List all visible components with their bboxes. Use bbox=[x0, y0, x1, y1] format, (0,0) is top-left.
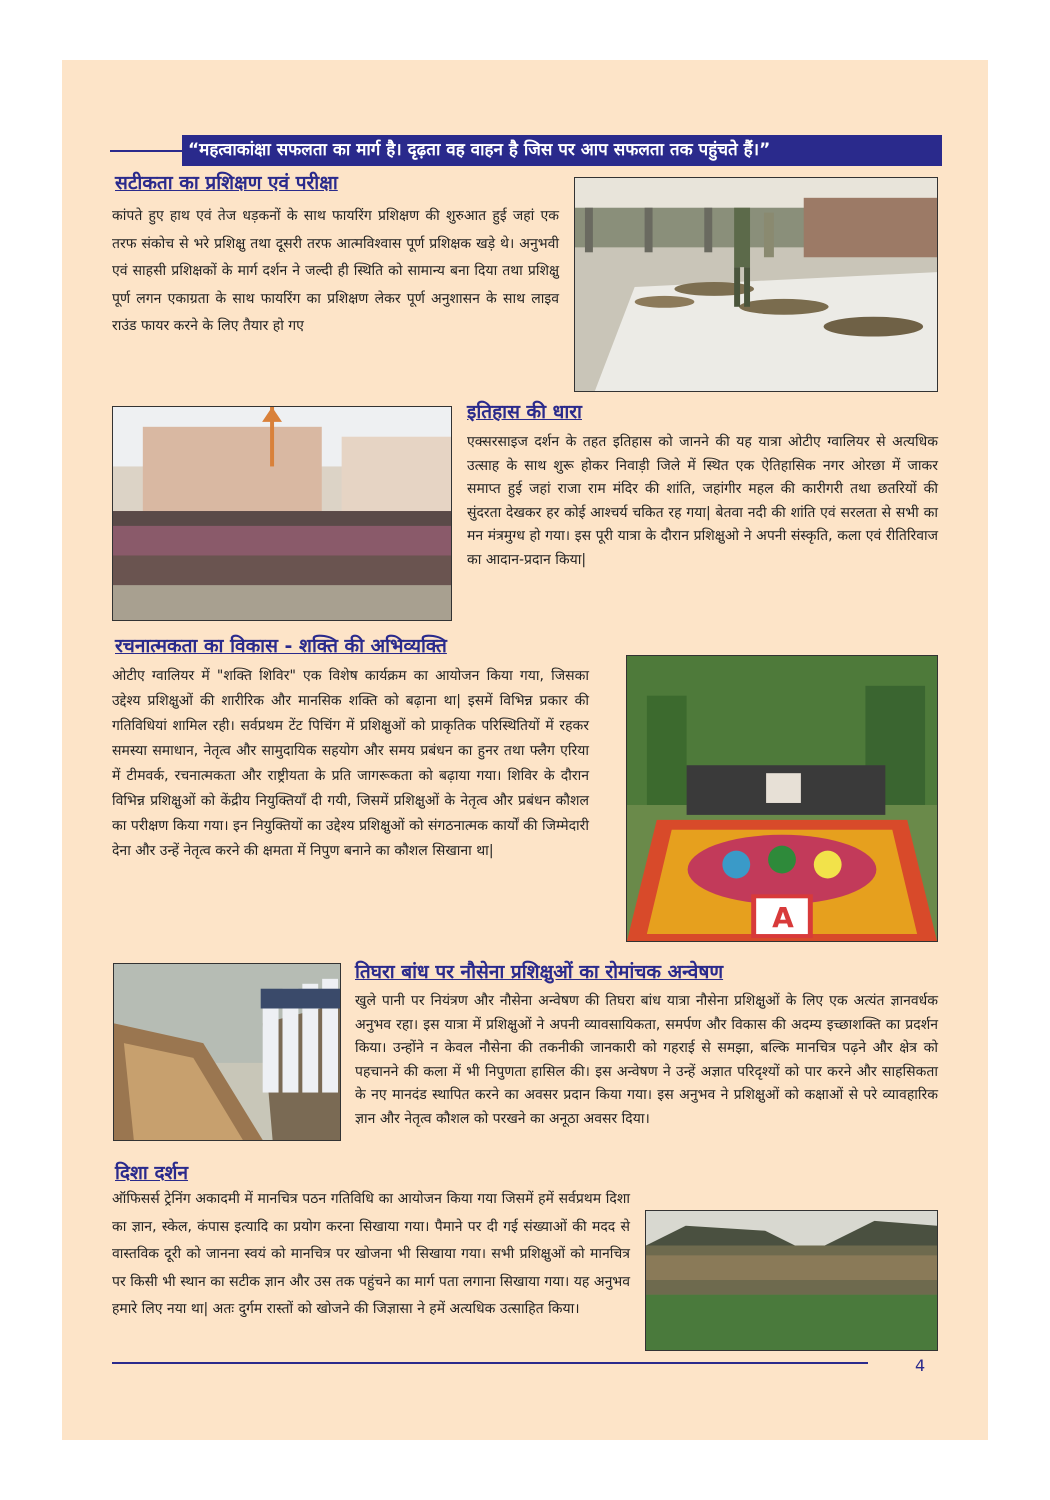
section-body-firing: कांपते हुए हाथ एवं तेज धड़कनों के साथ फायरिंग प्रशिक्षण की शुरुआत हुई जहां एक तरफ संकोच से भरे प्रशिक्षु तथा दूसरी तरफ आत्मविश्वास पूर्ण प्रशिक्षक खड़े थे। अनुभवी एवं साहसी प्रशिक्षकों के मार्ग दर्शन ने जल्दी ही स्थिति को सामान्य बना दिया तथा प्रशिक्षु पूर्ण लगन एकाग्रता के साथ फायरिंग का प्रशिक्षण लेकर पूर्ण अनुशासन के साथ लाइव राउंड फायर करने के लिए तैयार हो गए bbox=[112, 208, 559, 334]
section-title-tighra: तिघरा बांध पर नौसेना प्रशिक्षुओं का रोमांचक अन्वेषण bbox=[355, 961, 724, 983]
map-reading-photo bbox=[645, 1210, 938, 1351]
section-title-creativity: रचनात्मकता का विकास - शक्ति की अभिव्यक्ति bbox=[115, 635, 447, 657]
section-title-direction: दिशा दर्शन bbox=[115, 1162, 189, 1184]
rangoli-letter: A bbox=[772, 901, 794, 934]
section-body-history: एक्सरसाइज दर्शन के तहत इतिहास को जानने की यह यात्रा ओटीए ग्वालियर से अत्यधिक उत्साह के साथ शुरू होकर निवाड़ी जिले में स्थित एक ऐतिहासिक नगर ओरछा में जाकर समाप्त हुई जहां राजा राम मंदिर की शांति, जहांगीर महल की कारीगरी तथा छतरियों की सुंदरता देखकर हर कोई आश्चर्य चकित रह गया| बेतवा नदी की शांति एवं सरलता से सभी का मन मंत्रमुग्ध हो गया। इस पूरी यात्रा के दौरान प्रशिक्षुओ ने अपनी संस्कृति, कला एवं रीतिरिवाज का आदान-प्रदान किया| bbox=[467, 434, 938, 568]
section-body-tighra: खुले पानी पर नियंत्रण और नौसेना अन्वेषण की तिघरा बांध यात्रा नौसेना प्रशिक्षुओं के लिए एक अत्यंत ज्ञानवर्धक अनुभव रहा। इस यात्रा में प्रशिक्षुओं ने अपनी व्यावसायिकता, समर्पण और विकास की अदम्य इच्छाशक्ति का प्रदर्शन किया। उन्होंने न केवल नौसेना की तकनीकी जानकारी को गहराई से समझा, बल्कि मानचित्र पढ़ने और क्षेत्र को पहचानने की कला में भी निपुणता हासिल की। इस अन्वेषण ने उन्हें अज्ञात परिदृश्यों को पार करने और साहसिकता के नए मानदंड स्थापित करने का अवसर प्रदान किया गया। इस अनुभव ने प्रशिक्षुओं को कक्षाओं से परे व्यावहारिक ज्ञान और नेतृत्व कौशल को परखने का अनूठा अवसर दिया। bbox=[355, 993, 938, 1127]
quote-rule bbox=[110, 150, 182, 152]
footer-rule bbox=[112, 1362, 868, 1364]
quote-banner: “महत्वाकांक्षा सफलता का मार्ग है। दृढ़ता वह वाहन है जिस पर आप सफलता तक पहुंचते हैं।” bbox=[182, 135, 942, 166]
firing-training-photo bbox=[574, 177, 938, 392]
section-body-creativity: ओटीए ग्वालियर में "शक्ति शिविर" एक विशेष कार्यक्रम का आयोजन किया गया, जिसका उद्देश्य प्रशिक्षुओं की शारीरिक और मानसिक शक्ति को बढ़ाना था| इसमें विभिन्न प्रकार की गतिविधियां शामिल रही। सर्वप्रथम टेंट पिचिंग में प्रशिक्षुओं को प्राकृतिक परिस्थितियों में रहकर समस्या समाधान, नेतृत्व और सामुदायिक सहयोग और समय प्रबंधन का हुनर तथा फ्लैग एरिया में टीमवर्क, रचनात्मकता और राष्ट्रीयता के प्रति जागरूकता को बढ़ाया गया। शिविर के दौरान विभिन्न प्रशिक्षुओं को केंद्रीय नियुक्तियाँ दी गयी, जिसमें प्रशिक्षुओं के नेतृत्व और प्रबंधन कौशल का परीक्षण किया गया। इन नियुक्तियों का उद्देश्य प्रशिक्षुओं को संगठनात्मक कार्यों की जिम्मेदारी देना और उन्हें नेतृत्व करने की क्षमता में निपुण बनाने का कौशल सिखाना था| bbox=[112, 668, 589, 859]
rangoli-photo bbox=[626, 655, 938, 942]
page-number: 4 bbox=[915, 1356, 926, 1375]
tighra-dam-photo bbox=[113, 963, 341, 1141]
section-title-history: इतिहास की धारा bbox=[467, 401, 582, 423]
section-body-direction: ऑफिसर्स ट्रेनिंग अकादमी में मानचित्र पठन गतिविधि का आयोजन किया गया जिसमें हमें सर्वप्रथम दिशा का ज्ञान, स्केल, कंपास इत्यादि का प्रयोग करना सिखाया गया। पैमाने पर दी गई संख्याओं की मदद से वास्तविक दूरी को जानना स्वयं को मानचित्र पर खोजना भी सिखाया गया। सभी प्रशिक्षुओं को मानचित्र पर किसी भी स्थान का सटीक ज्ञान और उस तक पहुंचने का मार्ग पता लगाना सिखाया गया। यह अनुभव हमारे लिए नया था| अतः दुर्गम रास्तों को खोजने की जिज्ञासा ने हमें अत्यधिक उत्साहित किया। bbox=[112, 1191, 630, 1317]
orchha-group-photo bbox=[112, 406, 452, 621]
section-title-firing: सटीकता का प्रशिक्षण एवं परीक्षा bbox=[115, 172, 338, 194]
